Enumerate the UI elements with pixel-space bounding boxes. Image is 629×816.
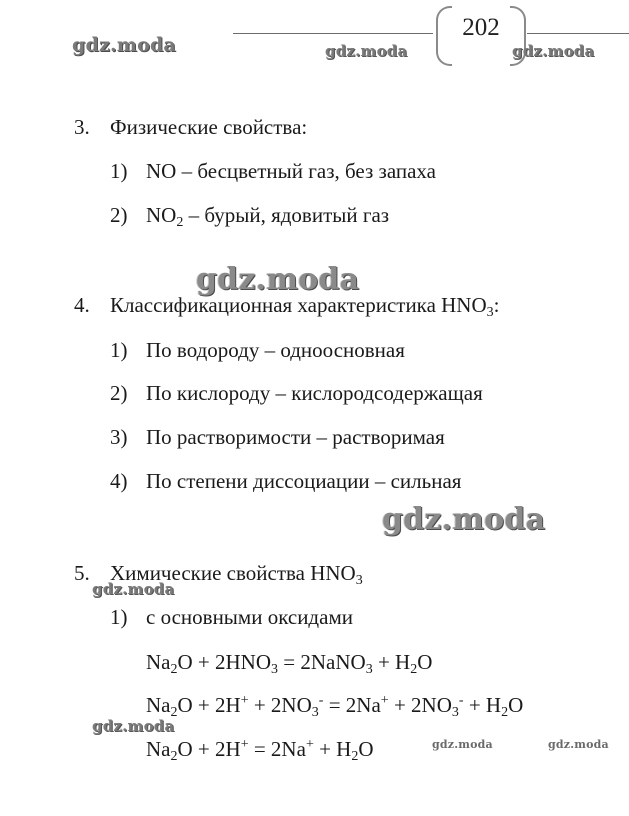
eq-text: + H	[372, 650, 411, 674]
subscript: 3	[365, 662, 373, 677]
subscript: 2	[410, 662, 418, 677]
watermark: gdz.moda	[512, 42, 595, 60]
item-text: По кислороду – кислородсодержащая	[146, 381, 483, 405]
section-number: 3.	[74, 115, 90, 139]
list-item	[110, 424, 445, 450]
item-number: 1)	[110, 338, 128, 362]
subscript: 3	[451, 705, 459, 720]
subscript: 2	[170, 705, 178, 720]
eq-text: O	[358, 737, 374, 761]
item-number: 3)	[110, 425, 128, 449]
eq-text: Na	[146, 693, 171, 717]
item-text: – бурый, ядовитый газ	[183, 203, 390, 227]
eq-text: + 2NO	[388, 693, 452, 717]
item-text: NO	[146, 203, 177, 227]
eq-text: + H	[313, 737, 352, 761]
superscript: +	[240, 693, 249, 708]
eq-text: O	[417, 650, 433, 674]
watermark: gdz.moda	[196, 262, 360, 297]
section-heading	[74, 560, 363, 586]
subscript: 2	[501, 705, 509, 720]
eq-text: = 2Na	[323, 693, 381, 717]
item-text: NO – бесцветный газ, без запаха	[146, 159, 436, 183]
item-text: с основными оксидами	[146, 605, 353, 629]
subscript: 3	[486, 305, 494, 320]
watermark: gdz.moda	[325, 42, 408, 60]
superscript: -	[318, 693, 324, 708]
item-number: 1)	[110, 605, 128, 629]
section-number: 5.	[74, 561, 90, 585]
equation-molecular	[146, 649, 432, 675]
list-item	[110, 604, 353, 630]
item-number: 2)	[110, 381, 128, 405]
eq-text: = 2Na	[248, 737, 306, 761]
subscript: 2	[170, 749, 178, 764]
item-number: 4)	[110, 469, 128, 493]
superscript: +	[380, 693, 389, 708]
superscript: +	[240, 737, 249, 752]
eq-text: O + 2HNO	[177, 650, 272, 674]
subscript: 3	[355, 573, 363, 588]
subscript: 3	[271, 662, 279, 677]
watermark: gdz.moda	[432, 738, 493, 751]
subscript: 3	[311, 705, 319, 720]
watermark: gdz.moda	[382, 502, 546, 537]
subscript: 2	[170, 662, 178, 677]
eq-text: Na	[146, 737, 171, 761]
eq-text: O	[508, 693, 524, 717]
eq-text: + H	[463, 693, 502, 717]
eq-text: = 2NaNO	[278, 650, 366, 674]
section-title: Химические свойства HNO	[110, 561, 356, 585]
item-text: По водороду – одноосновная	[146, 338, 405, 362]
item-number: 1)	[110, 159, 128, 183]
watermark: gdz.moda	[72, 34, 176, 56]
item-number: 2)	[110, 203, 128, 227]
superscript: +	[305, 737, 314, 752]
subscript: 2	[176, 215, 184, 230]
eq-text: O + 2H	[177, 737, 241, 761]
section-title: Физические свойства:	[110, 115, 308, 139]
eq-text: + 2NO	[248, 693, 312, 717]
section-number: 4.	[74, 293, 90, 317]
equation-short-ionic	[146, 736, 374, 762]
item-text: По растворимости – растворимая	[146, 425, 445, 449]
watermark: gdz.moda	[92, 580, 175, 598]
list-item	[110, 158, 436, 184]
watermark: gdz.moda	[548, 738, 609, 751]
item-text: По степени диссоциации – сильная	[146, 469, 462, 493]
page-number: 202	[462, 14, 500, 41]
subscript: 2	[351, 749, 359, 764]
list-item	[110, 337, 405, 363]
list-item	[110, 202, 389, 228]
section-heading	[74, 292, 499, 318]
header-rule-left	[233, 33, 433, 34]
list-item	[110, 468, 461, 494]
section-heading	[74, 114, 307, 140]
eq-text: Na	[146, 650, 171, 674]
superscript: -	[458, 693, 464, 708]
watermark: gdz.moda	[92, 717, 175, 735]
section-title: Классификационная характеристика HNO	[110, 293, 487, 317]
list-item	[110, 380, 483, 406]
equation-full-ionic	[146, 692, 523, 718]
section-title: :	[493, 293, 500, 317]
header-rule-right	[527, 33, 629, 34]
eq-text: O + 2H	[177, 693, 241, 717]
